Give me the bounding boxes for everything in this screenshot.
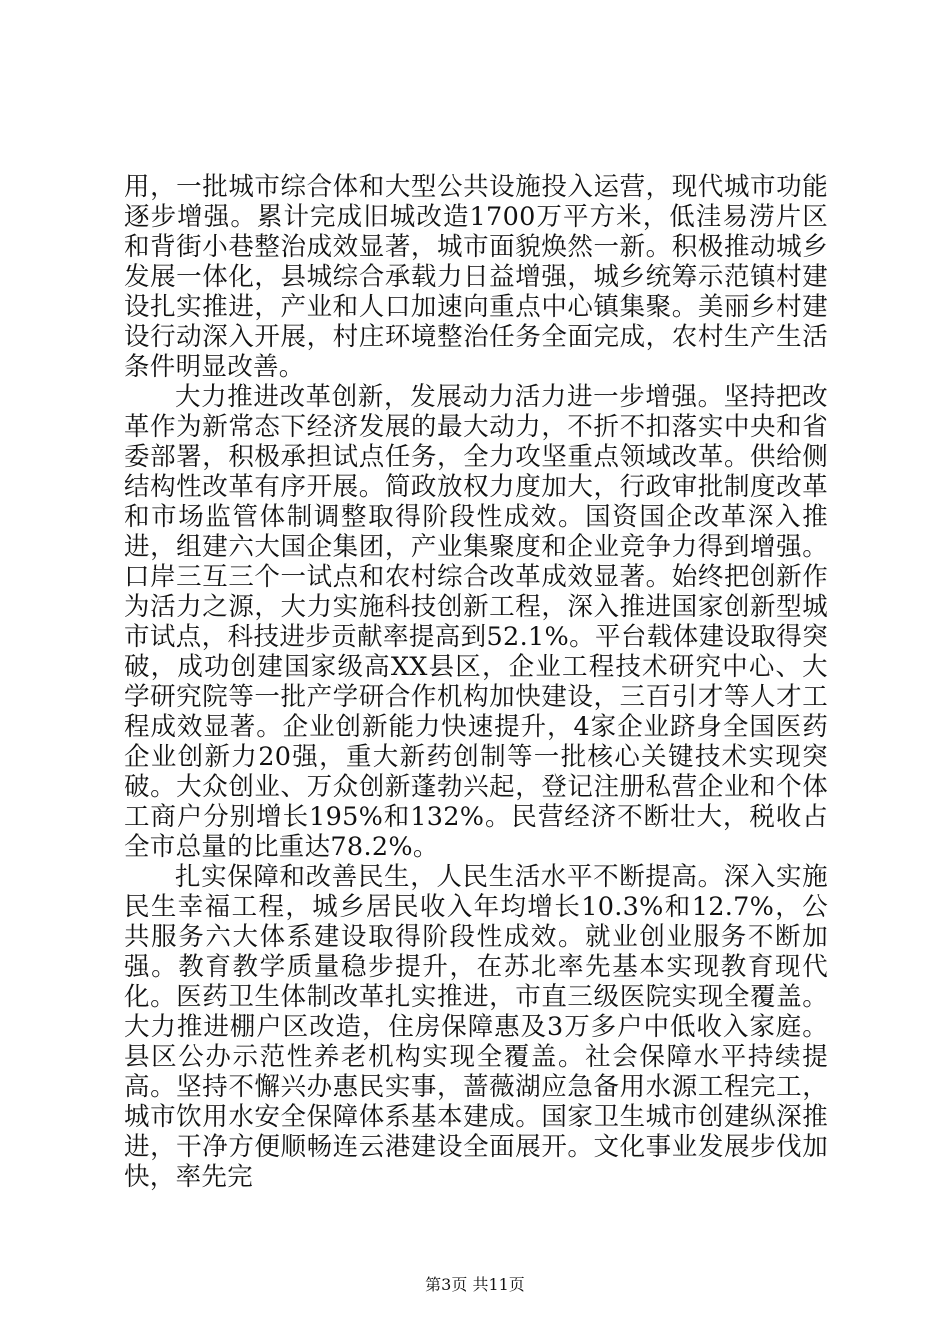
paragraph-2: 大力推进改革创新，发展动力活力进一步增强。坚持把改革作为新常态下经济发展的最大动力，不折不扣落实中央和省委部署，积极承担试点任务，全力攻坚重点领域改革。供给侧结构性改革有序开展。简政放权力度加大，行政审批制度改革和市场监管体制调整取得阶段性成效。国资国企改革深入推进，组建六大国企集团，产业集聚度和企业竞争力得到增强。口岸三互三个一试点和农村综合改革成效显著。始终把创新作为活力之源，大力实施科技创新工程，深入推进国家创新型城市试点，科技进步贡献率提高到52.1%。平台载体建设取得突破，成功创建国家级高XX县区，企业工程技术研究中心、大学研究院等一批产学研合作机构加快建设，三百引才等人才工程成效显著。企业创新能力快速提升，4家企业跻身全国医药企业创新力20强，重大新药创制等一批核心关键技术实现突破。大众创业、万众创新蓬勃兴起，登记注册私营企业和个体工商户分别增长195%和132%。民营经济不断壮大，税收占全市总量的比重达78.2%。 [124, 382, 828, 862]
paragraph-3: 扎实保障和改善民生，人民生活水平不断提高。深入实施民生幸福工程，城乡居民收入年均增长10.3%和12.7%，公共服务六大体系建设取得阶段性成效。就业创业服务不断加强。教育教学质量稳步提升，在苏北率先基本实现教育现代化。医药卫生体制改革扎实推进，市直三级医院实现全覆盖。大力推进棚户区改造，住房保障惠及3万多户中低收入家庭。县区公办示范性养老机构实现全覆盖。社会保障水平持续提高。坚持不懈兴办惠民实事，蔷薇湖应急备用水源工程完工，城市饮用水安全保障体系基本建成。国家卫生城市创建纵深推进，干净方便顺畅连云港建设全面展开。文化事业发展步伐加快，率先完 [124, 862, 828, 1192]
paragraph-1: 用，一批城市综合体和大型公共设施投入运营，现代城市功能逐步增强。累计完成旧城改造1700万平方米，低洼易涝片区和背街小巷整治成效显著，城市面貌焕然一新。积极推动城乡发展一体化，县城综合承载力日益增强，城乡统筹示范镇村建设扎实推进，产业和人口加速向重点中心镇集聚。美丽乡村建设行动深入开展，村庄环境整治任务全面完成，农村生产生活条件明显改善。 [124, 172, 828, 382]
body-text [124, 172, 828, 1192]
page-number-footer: 第3页 共11页 [425, 1275, 525, 1294]
